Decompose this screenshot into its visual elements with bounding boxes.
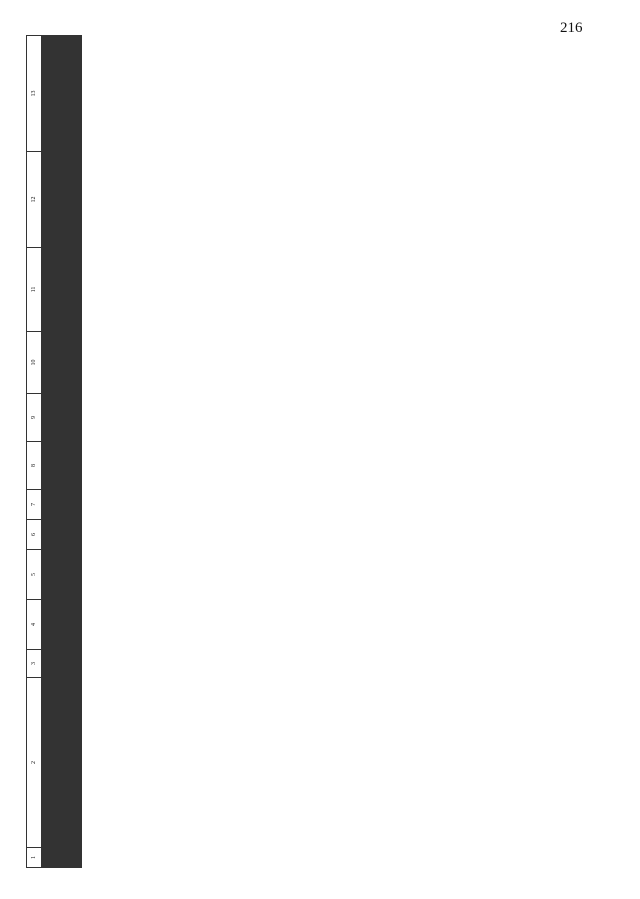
housing-register-table bbox=[26, 35, 82, 868]
table-cell bbox=[81, 520, 82, 550]
table-cell bbox=[81, 36, 82, 152]
table-cell bbox=[81, 678, 82, 848]
column-header: 7 bbox=[27, 490, 42, 520]
table-cell bbox=[81, 442, 82, 490]
table-cell bbox=[81, 650, 82, 678]
header-row bbox=[27, 36, 42, 868]
table-cell bbox=[81, 152, 82, 248]
column-header: 8 bbox=[27, 442, 42, 490]
column-header: 4 bbox=[27, 600, 42, 650]
column-header: 1 bbox=[27, 848, 42, 868]
column-header: 12 bbox=[27, 152, 42, 248]
table-row bbox=[81, 36, 82, 868]
column-header: 11 bbox=[27, 248, 42, 332]
table-cell bbox=[81, 600, 82, 650]
column-header: 9 bbox=[27, 394, 42, 442]
table-cell bbox=[81, 550, 82, 600]
table-cell bbox=[81, 332, 82, 394]
column-header: 10 bbox=[27, 332, 42, 394]
column-header: 5 bbox=[27, 550, 42, 600]
rotated-table-page bbox=[26, 36, 612, 868]
page-number: 216 bbox=[560, 20, 583, 36]
table-cell bbox=[81, 248, 82, 332]
column-header: 2 bbox=[27, 678, 42, 848]
table-cell bbox=[81, 490, 82, 520]
column-header: 6 bbox=[27, 520, 42, 550]
column-header: 3 bbox=[27, 650, 42, 678]
table-cell bbox=[81, 848, 82, 868]
column-header: 13 bbox=[27, 36, 42, 152]
table-cell bbox=[81, 394, 82, 442]
